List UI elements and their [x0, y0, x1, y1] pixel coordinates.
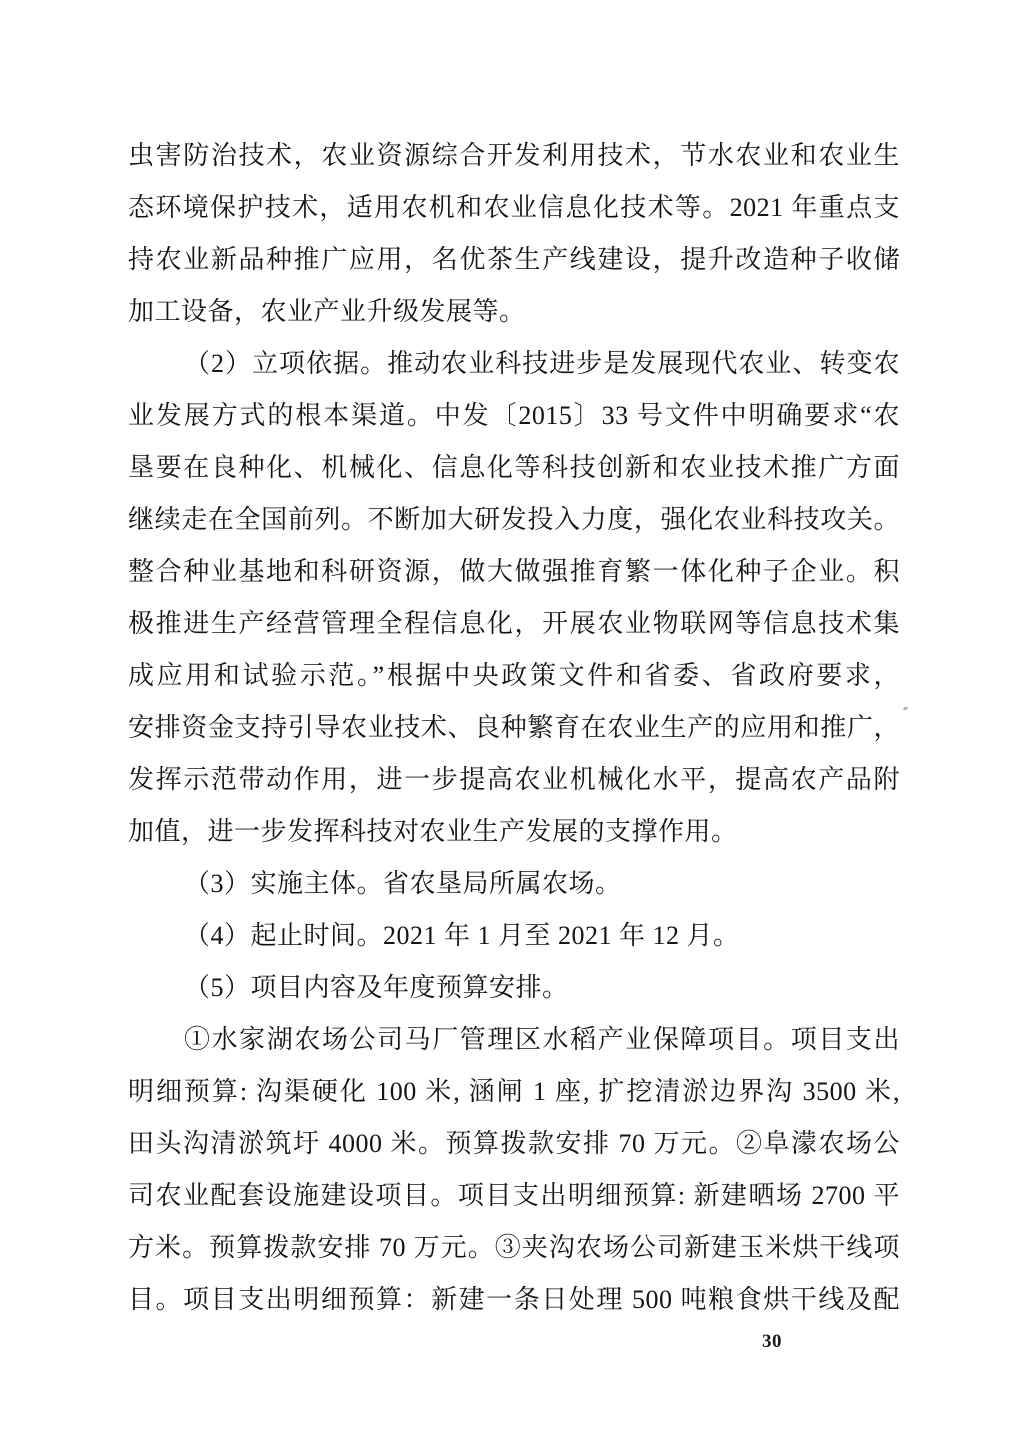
text-line: 整合种业基地和科研资源，做大做强推育繁一体化种子企业。积	[128, 557, 900, 586]
text-line: 态环境保护技术，适用农机和农业信息化技术等。2021 年重点支	[128, 193, 900, 222]
text-line: （5）项目内容及年度预算安排。	[184, 973, 569, 1002]
text-line: 明细预算: 沟渠硬化 100 米, 涵闸 1 座, 扩挖清淤边界沟 3500 米,	[128, 1077, 900, 1106]
text-line: ①水家湖农场公司马厂管理区水稻产业保障项目。项目支出	[184, 1025, 900, 1054]
text-line: 持农业新品种推广应用，名优茶生产线建设，提升改造种子收储	[128, 245, 900, 274]
text-line: 加工设备，农业产业升级发展等。	[128, 297, 526, 326]
text-line: 发挥示范带动作用，进一步提高农业机械化水平，提高农产品附	[128, 765, 900, 794]
text-line: （4）起止时间。2021 年 1 月至 2021 年 12 月。	[184, 921, 740, 950]
text-line: 安排资金支持引导农业技术、良种繁育在农业生产的应用和推广，	[128, 713, 900, 742]
text-line: 极推进生产经营管理全程信息化，开展农业物联网等信息技术集	[128, 609, 900, 638]
text-line: 司农业配套设施建设项目。项目支出明细预算: 新建晒场 2700 平	[128, 1181, 900, 1210]
text-line: （3）实施主体。省农垦局所属农场。	[184, 869, 622, 898]
text-line: 田头沟清淤筑圩 4000 米。预算拨款安排 70 万元。②阜濛农场公	[128, 1129, 900, 1158]
text-line: 虫害防治技术，农业资源综合开发利用技术，节水农业和农业生	[128, 141, 900, 170]
page-body	[128, 130, 900, 1326]
text-line: 加值，进一步发挥科技对农业生产发展的支撑作用。	[128, 817, 738, 846]
text-line: 继续走在全国前列。不断加大研发投入力度，强化农业科技攻关。	[128, 505, 900, 534]
text-line: 垦要在良种化、机械化、信息化等科技创新和农业技术推广方面	[128, 453, 900, 482]
page-number: 30	[762, 1331, 782, 1352]
text-line: 方米。预算拨款安排 70 万元。③夹沟农场公司新建玉米烘干线项	[128, 1233, 900, 1262]
scan-speck	[903, 706, 909, 711]
text-line: 业发展方式的根本渠道。中发〔2015〕33 号文件中明确要求“农	[128, 401, 900, 430]
text-line: 成应用和试验示范。”根据中央政策文件和省委、省政府要求，	[128, 661, 900, 690]
text-line: 目。项目支出明细预算：新建一条日处理 500 吨粮食烘干线及配	[128, 1285, 900, 1314]
text-line: （2）立项依据。推动农业科技进步是发展现代农业、转变农	[184, 349, 900, 378]
